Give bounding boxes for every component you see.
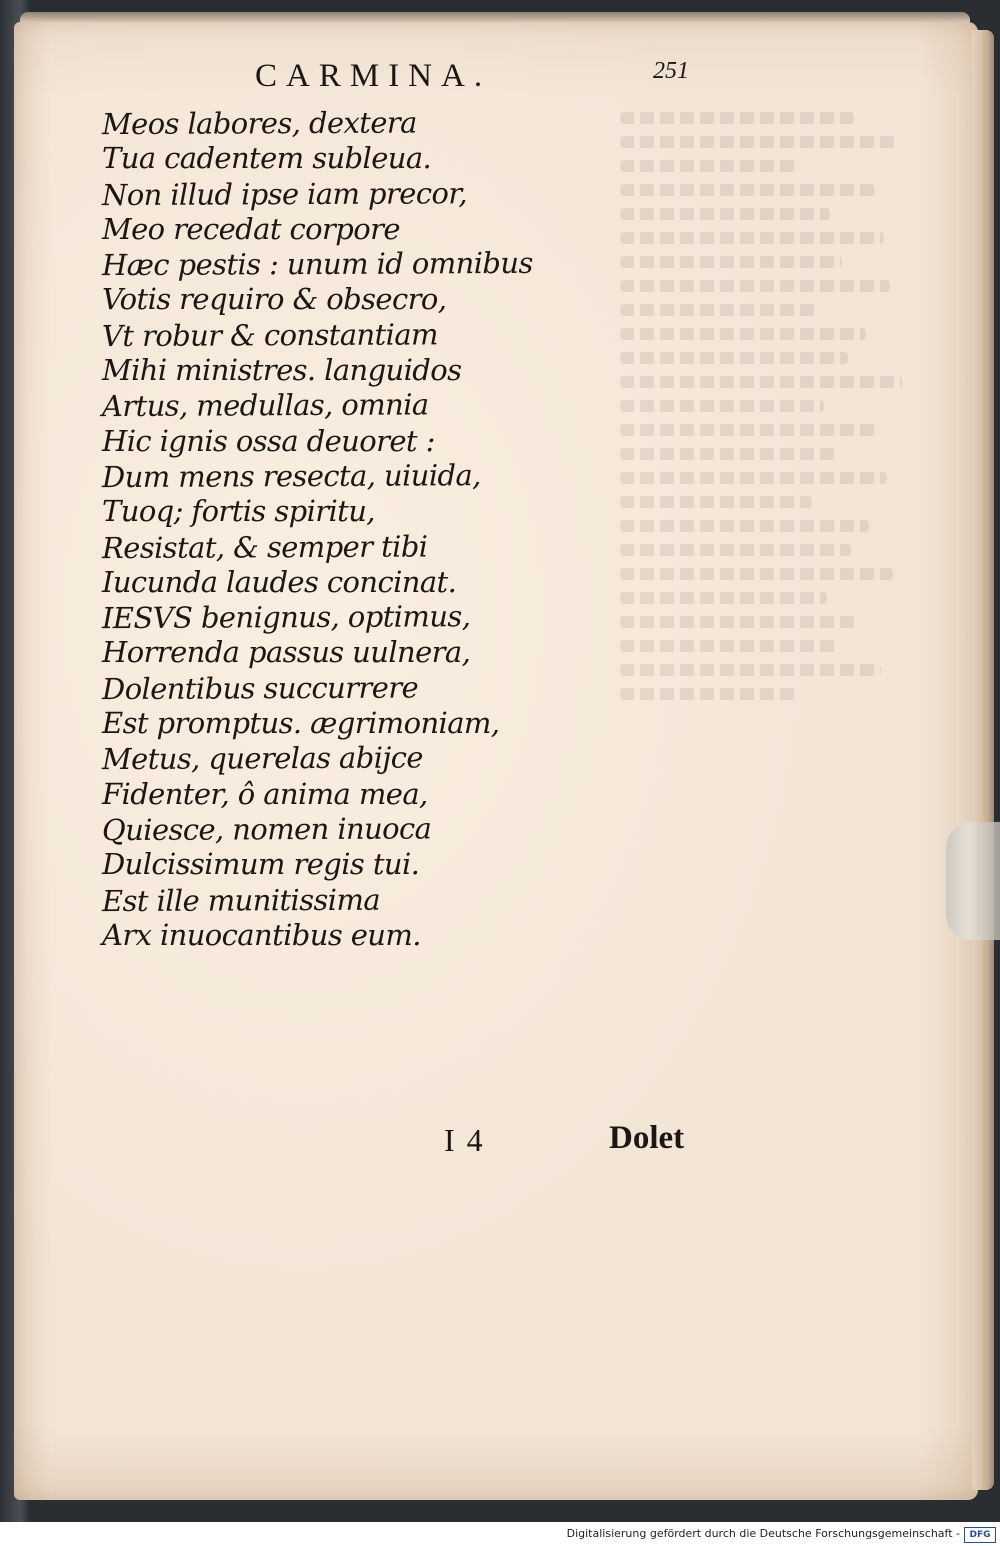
book-clip — [946, 822, 1000, 940]
verse-line: Resistat, & semper tibi — [101, 528, 428, 565]
verse-line: Non illud ipse iam precor, — [101, 175, 468, 212]
verse-block — [102, 106, 533, 953]
running-head: CARMINA. — [255, 58, 492, 94]
verse-line: Vt robur & constantiam — [101, 317, 438, 353]
signature-mark: I 4 — [444, 1122, 485, 1158]
catchword: Dolet — [609, 1120, 685, 1156]
footer-credit: Digitalisierung gefördert durch die Deutsche Forschungsgemeinschaft - — [566, 1527, 960, 1540]
verse-line: Hic ignis ossa deuoret : — [102, 423, 435, 458]
verse-line: Fidenter, ô anima mea, — [102, 776, 428, 811]
verse-line: Meos labores, dextera — [101, 105, 417, 142]
dfg-logo: DFG — [964, 1527, 996, 1543]
verse-line: Dolentibus succurrere — [101, 670, 419, 706]
verse-line: Artus, medullas, omnia — [101, 387, 429, 424]
page-fore-edge — [972, 30, 994, 1490]
verse-line: Iucunda laudes concinat. — [102, 564, 457, 599]
verse-line: Tua cadentem subleua. — [102, 141, 432, 176]
verse-line: Arx inuocantibus eum. — [102, 917, 421, 952]
verse-line: Quiesce, nomen inuoca — [101, 811, 432, 848]
verse-line: Mihi ministres. languidos — [102, 353, 462, 388]
verse-line: Votis requiro & obsecro, — [102, 282, 447, 317]
verse-line: Tuoq; fortis spiritu, — [102, 494, 375, 529]
verse-line: Dum mens resecta, uiuida, — [101, 458, 481, 495]
verse-line: Metus, querelas abijce — [101, 740, 424, 777]
verse-line: IESVS benignus, optimus, — [101, 599, 471, 636]
verse-line: Hæc pestis : unum id omnibus — [101, 246, 533, 283]
verse-line: Est ille munitissima — [101, 882, 381, 918]
page-number: 251 — [653, 58, 689, 84]
verse-line: Est promptus. ægrimoniam, — [102, 706, 500, 741]
verse-line: Meo recedat corpore — [102, 211, 400, 246]
verse-line: Dulcissimum regis tui. — [102, 847, 420, 882]
verse-line: Horrenda passus uulnera, — [102, 635, 471, 670]
show-through-bleed — [620, 100, 920, 1250]
